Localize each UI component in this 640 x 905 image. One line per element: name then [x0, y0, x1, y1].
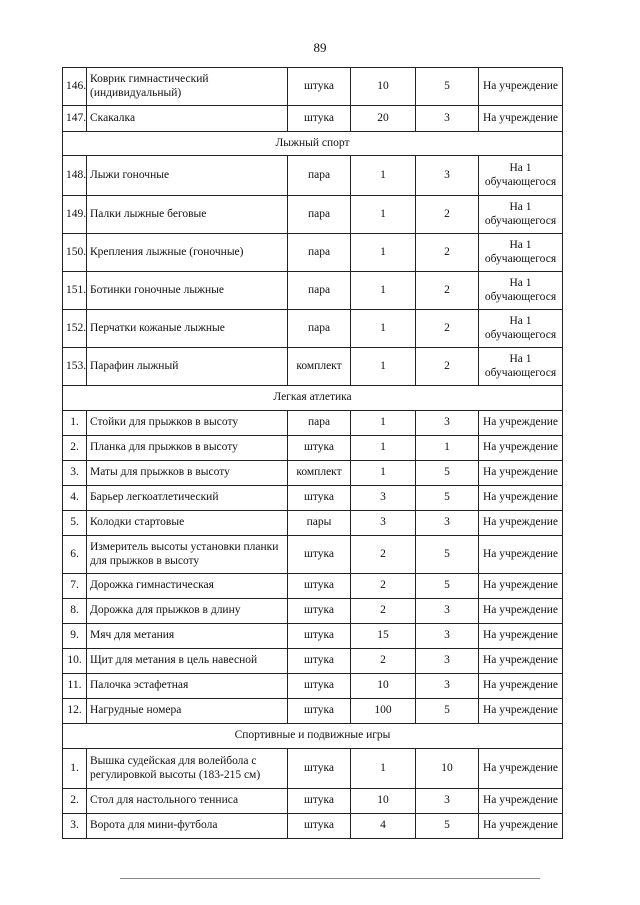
service-life: 1 [416, 436, 479, 461]
quantity: 3 [351, 511, 416, 536]
row-number: 1. [63, 411, 87, 436]
item-name: Мяч для метания [87, 624, 288, 649]
item-name: Палки лыжные беговые [87, 196, 288, 234]
item-name: Стол для настольного тенниса [87, 789, 288, 814]
quantity: 1 [351, 234, 416, 272]
table-row [63, 599, 563, 624]
unit-of-measure: пара [288, 234, 351, 272]
service-life: 5 [416, 536, 479, 574]
table-row [63, 156, 563, 196]
item-name: Палочка эстафетная [87, 674, 288, 699]
allocation: На учреждение [479, 789, 563, 814]
item-name: Крепления лыжные (гоночные) [87, 234, 288, 272]
unit-of-measure: штука [288, 749, 351, 789]
service-life: 3 [416, 674, 479, 699]
unit-of-measure: штука [288, 789, 351, 814]
table-row [63, 348, 563, 386]
row-number: 2. [63, 436, 87, 461]
section-header-row [63, 386, 563, 411]
row-number: 147. [63, 106, 87, 132]
table-row [63, 411, 563, 436]
allocation: На 1 обучающегося [479, 196, 563, 234]
row-number: 4. [63, 486, 87, 511]
table-row [63, 106, 563, 132]
row-number: 1. [63, 749, 87, 789]
service-life: 3 [416, 156, 479, 196]
service-life: 5 [416, 699, 479, 724]
item-name: Колодки стартовые [87, 511, 288, 536]
table-row [63, 749, 563, 789]
row-number: 153. [63, 348, 87, 386]
table-row [63, 674, 563, 699]
unit-of-measure: штука [288, 649, 351, 674]
allocation: На учреждение [479, 68, 563, 106]
quantity: 100 [351, 699, 416, 724]
allocation: На учреждение [479, 461, 563, 486]
allocation: На учреждение [479, 749, 563, 789]
table-row [63, 436, 563, 461]
service-life: 2 [416, 234, 479, 272]
quantity: 1 [351, 411, 416, 436]
service-life: 5 [416, 68, 479, 106]
table-row [63, 196, 563, 234]
quantity: 1 [351, 749, 416, 789]
service-life: 3 [416, 106, 479, 132]
service-life: 5 [416, 486, 479, 511]
table-row [63, 461, 563, 486]
unit-of-measure: пары [288, 511, 351, 536]
quantity: 1 [351, 272, 416, 310]
quantity: 1 [351, 461, 416, 486]
row-number: 3. [63, 461, 87, 486]
quantity: 2 [351, 574, 416, 599]
item-name: Дорожка для прыжков в длину [87, 599, 288, 624]
service-life: 3 [416, 649, 479, 674]
quantity: 20 [351, 106, 416, 132]
equipment-table-body [63, 68, 563, 839]
service-life: 2 [416, 196, 479, 234]
row-number: 3. [63, 814, 87, 839]
table-row [63, 234, 563, 272]
service-life: 5 [416, 814, 479, 839]
table-row [63, 68, 563, 106]
section-header-row [63, 132, 563, 156]
unit-of-measure: пара [288, 156, 351, 196]
row-number: 8. [63, 599, 87, 624]
item-name: Нагрудные номера [87, 699, 288, 724]
allocation: На учреждение [479, 674, 563, 699]
quantity: 10 [351, 674, 416, 699]
quantity: 4 [351, 814, 416, 839]
table-row [63, 699, 563, 724]
row-number: 7. [63, 574, 87, 599]
page-number: 89 [313, 40, 327, 55]
item-name: Маты для прыжков в высоту [87, 461, 288, 486]
unit-of-measure: пара [288, 411, 351, 436]
item-name: Планка для прыжков в высоту [87, 436, 288, 461]
service-life: 3 [416, 511, 479, 536]
allocation: На 1 обучающегося [479, 348, 563, 386]
item-name: Вышка судейская для волейбола с регулировкой высоты (183-215 см) [87, 749, 288, 789]
service-life: 3 [416, 411, 479, 436]
service-life: 3 [416, 599, 479, 624]
item-name: Дорожка гимнастическая [87, 574, 288, 599]
table-row [63, 789, 563, 814]
quantity: 3 [351, 486, 416, 511]
row-number: 151. [63, 272, 87, 310]
allocation: На учреждение [479, 486, 563, 511]
allocation: На 1 обучающегося [479, 234, 563, 272]
quantity: 10 [351, 789, 416, 814]
unit-of-measure: штука [288, 699, 351, 724]
unit-of-measure: комплект [288, 348, 351, 386]
table-row [63, 486, 563, 511]
row-number: 148. [63, 156, 87, 196]
table-row [63, 536, 563, 574]
table-row [63, 272, 563, 310]
table-row [63, 310, 563, 348]
item-name: Ботинки гоночные лыжные [87, 272, 288, 310]
unit-of-measure: штука [288, 599, 351, 624]
allocation: На учреждение [479, 106, 563, 132]
table-row [63, 814, 563, 839]
unit-of-measure: штука [288, 106, 351, 132]
unit-of-measure: штука [288, 536, 351, 574]
allocation: На учреждение [479, 699, 563, 724]
item-name: Парафин лыжный [87, 348, 288, 386]
unit-of-measure: штука [288, 574, 351, 599]
allocation: На учреждение [479, 599, 563, 624]
section-title: Легкая атлетика [63, 386, 563, 411]
quantity: 2 [351, 649, 416, 674]
item-name: Ворота для мини-футбола [87, 814, 288, 839]
allocation: На учреждение [479, 649, 563, 674]
quantity: 1 [351, 196, 416, 234]
service-life: 5 [416, 461, 479, 486]
item-name: Коврик гимнастический (индивидуальный) [87, 68, 288, 106]
unit-of-measure: комплект [288, 461, 351, 486]
quantity: 1 [351, 310, 416, 348]
allocation: На учреждение [479, 574, 563, 599]
quantity: 1 [351, 348, 416, 386]
allocation: На 1 обучающегося [479, 156, 563, 196]
item-name: Щит для метания в цель навесной [87, 649, 288, 674]
item-name: Скакалка [87, 106, 288, 132]
unit-of-measure: штука [288, 674, 351, 699]
quantity: 2 [351, 599, 416, 624]
table-row [63, 511, 563, 536]
row-number: 146. [63, 68, 87, 106]
item-name: Лыжи гоночные [87, 156, 288, 196]
row-number: 152. [63, 310, 87, 348]
allocation: На учреждение [479, 511, 563, 536]
unit-of-measure: штука [288, 814, 351, 839]
allocation: На учреждение [479, 814, 563, 839]
service-life: 3 [416, 789, 479, 814]
unit-of-measure: пара [288, 272, 351, 310]
unit-of-measure: штука [288, 624, 351, 649]
allocation: На 1 обучающегося [479, 310, 563, 348]
row-number: 11. [63, 674, 87, 699]
row-number: 9. [63, 624, 87, 649]
allocation: На учреждение [479, 624, 563, 649]
section-title: Спортивные и подвижные игры [63, 724, 563, 749]
unit-of-measure: штука [288, 68, 351, 106]
item-name: Измеритель высоты установки планки для прыжков в высоту [87, 536, 288, 574]
bottom-scan-line [120, 878, 540, 879]
row-number: 2. [63, 789, 87, 814]
row-number: 6. [63, 536, 87, 574]
allocation: На учреждение [479, 536, 563, 574]
unit-of-measure: штука [288, 486, 351, 511]
service-life: 2 [416, 310, 479, 348]
table-row [63, 574, 563, 599]
quantity: 15 [351, 624, 416, 649]
section-title: Лыжный спорт [63, 132, 563, 156]
allocation: На 1 обучающегося [479, 272, 563, 310]
quantity: 2 [351, 536, 416, 574]
row-number: 10. [63, 649, 87, 674]
quantity: 10 [351, 68, 416, 106]
unit-of-measure: пара [288, 310, 351, 348]
service-life: 10 [416, 749, 479, 789]
allocation: На учреждение [479, 411, 563, 436]
row-number: 149. [63, 196, 87, 234]
table-row [63, 624, 563, 649]
quantity: 1 [351, 436, 416, 461]
quantity: 1 [351, 156, 416, 196]
allocation: На учреждение [479, 436, 563, 461]
service-life: 3 [416, 624, 479, 649]
equipment-table [62, 67, 563, 839]
service-life: 5 [416, 574, 479, 599]
item-name: Стойки для прыжков в высоту [87, 411, 288, 436]
row-number: 150. [63, 234, 87, 272]
service-life: 2 [416, 348, 479, 386]
row-number: 5. [63, 511, 87, 536]
item-name: Барьер легкоатлетический [87, 486, 288, 511]
table-row [63, 649, 563, 674]
unit-of-measure: пара [288, 196, 351, 234]
row-number: 12. [63, 699, 87, 724]
section-header-row [63, 724, 563, 749]
unit-of-measure: штука [288, 436, 351, 461]
service-life: 2 [416, 272, 479, 310]
item-name: Перчатки кожаные лыжные [87, 310, 288, 348]
